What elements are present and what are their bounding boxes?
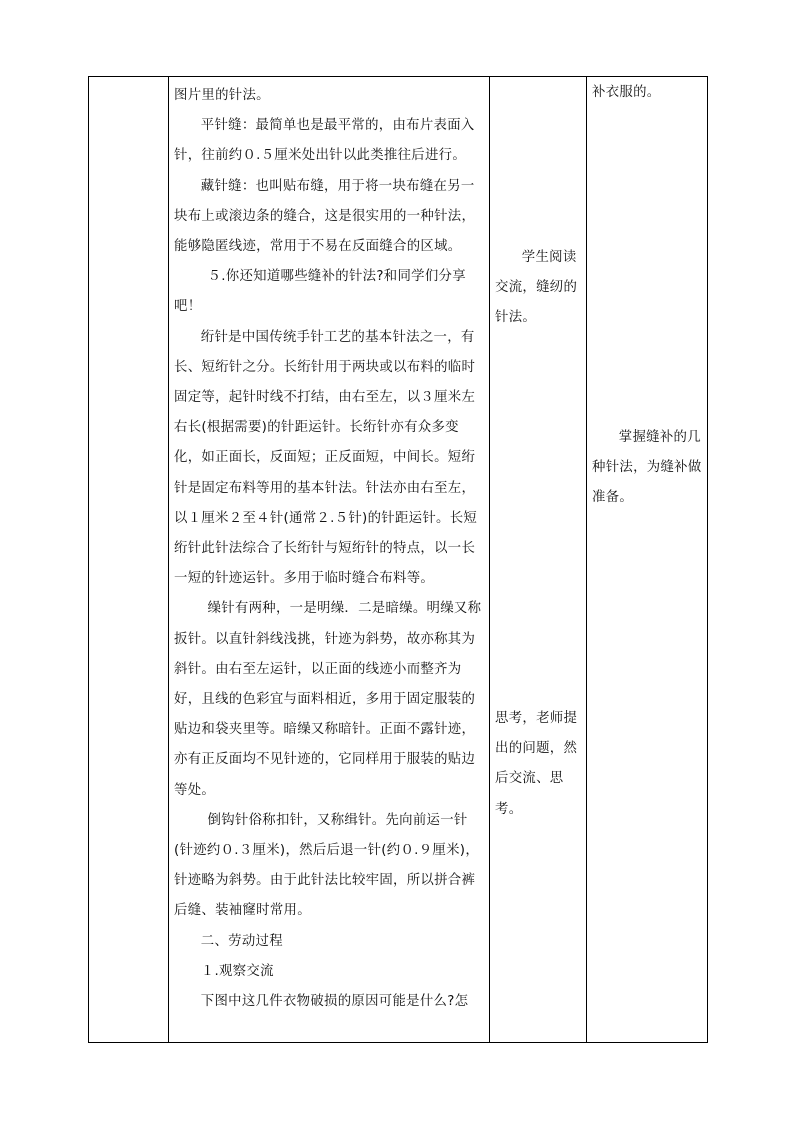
subsection-heading: １.观察交流	[200, 963, 274, 979]
content-paragraph: 缲针有两种，一是明缲．二是暗缲。明缲又称扳针。以直针斜线浅挑，针迹为斜势，故亦称其为斜针。由右至左运针，以正面的线迹小而整齐为好，且线的色彩宜与面料相近，多用于固定服装的贴边和袋夹里等。暗缲又称暗针。正面不露针迹，亦有正反面均不见针迹的，它同样用于服装的贴边等处。	[174, 601, 482, 798]
student-activity-block-1: 学生阅读交流，缝纫的针法。	[495, 250, 578, 326]
teaching-content	[169, 77, 489, 1017]
content-paragraph: 藏针缝：也叫贴布缝，用于将一块布缝在另一块布上或滚边条的缝合，这是很实用的一种针法，能够隐匿线迹，常用于不易在反面缝合的区域。	[174, 178, 476, 255]
section-heading: 二、劳动过程	[200, 933, 283, 949]
design-intent-block-2: 掌握缝补的几种针法，为缝补做准备。	[592, 430, 702, 506]
design-intent-cell	[587, 77, 708, 1043]
content-paragraph: ５.你还知道哪些缝补的针法?和同学们分享吧！	[174, 269, 466, 315]
design-intent-block-1: 补衣服的。	[592, 85, 661, 100]
content-paragraph: 下图中这几件衣物破损的原因可能是什么?怎	[200, 994, 469, 1010]
teaching-content-cell	[169, 77, 490, 1043]
content-paragraph: 平针缝：最简单也是最平常的，由布片表面入针，往前约０.５厘米处出针以此类推往后进行。	[174, 118, 475, 164]
content-paragraph: 倒钩针俗称扣针，又称缉针。先向前运一针(针迹约０.３厘米)，然后后退一针(约０.９厘米)，针迹略为斜势。由于此针法比较牢固，所以拼合裤后缝、装袖窿时常用。	[174, 812, 480, 919]
content-paragraph: 图片里的针法。	[174, 88, 270, 103]
student-activity-block-2: 思考，老师提出的问题，然后交流、思考。	[495, 711, 578, 817]
table-row	[89, 77, 708, 1043]
lesson-plan-table	[88, 76, 708, 1043]
stage-column-cell	[89, 77, 169, 1043]
content-paragraph: 绗针是中国传统手针工艺的基本针法之一，有长、短绗针之分。长绗针用于两块或以布料的临时固定等，起针时线不打结，由右至左，以３厘米左右长(根据需要)的针距运针。长绗针亦有众多变化，如正面长，反面短；正反面短，中间长。短绗针是固定布料等用的基本针法。针法亦由右至左，以１厘米２至４针(通常２.５针)的针距运针。长短绗针此针法综合了长绗针与短绗针的特点，以一长一短的针迹运针。多用于临时缝合布料等。	[174, 329, 478, 587]
student-activity-cell	[490, 77, 587, 1043]
